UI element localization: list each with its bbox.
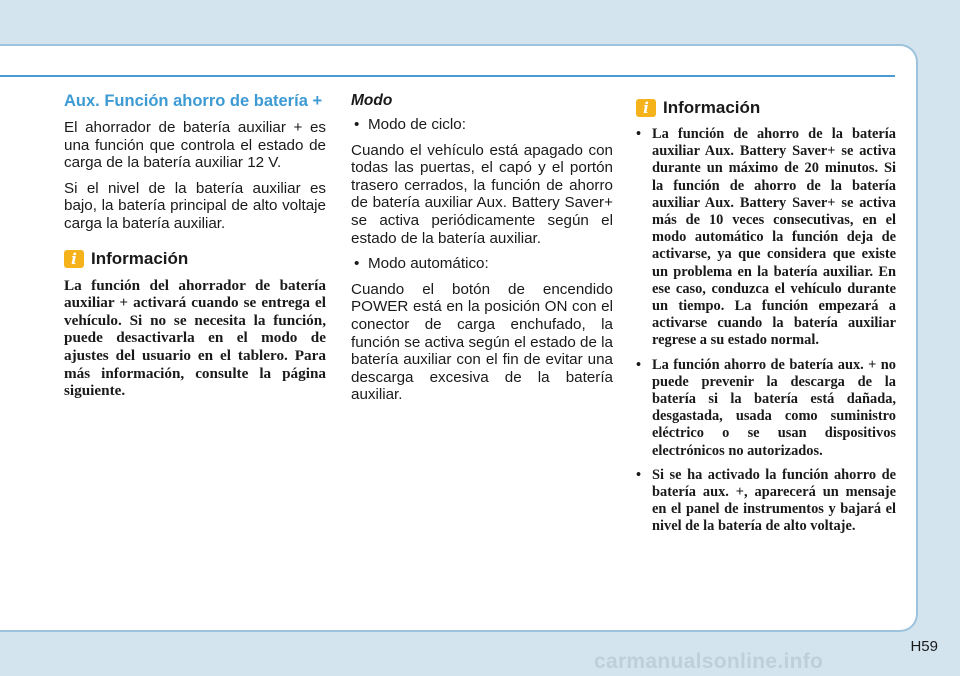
- info-header: [64, 249, 326, 269]
- info-list: [636, 126, 896, 536]
- column-middle: [351, 92, 613, 412]
- watermark: carmanualsonline.info: [594, 650, 824, 673]
- info-title: Información: [91, 248, 189, 268]
- bullet-icon: •: [636, 356, 642, 373]
- list-item: [351, 255, 613, 273]
- list-item: [636, 357, 896, 460]
- info-icon: i: [636, 99, 656, 117]
- bullet-label: Modo automático:: [368, 255, 489, 273]
- bullet-icon: •: [354, 255, 360, 273]
- list-item: [636, 126, 896, 350]
- paragraph: Cuando el vehículo está apagado con todas las puertas, el capó y el portón trasero cerrados, la función de ahorro de batería auxiliar Aux. Battery Saver+ se activa periódicamente según el estado de la batería auxiliar.: [351, 141, 613, 247]
- paragraph: Si el nivel de la batería auxiliar es bajo, la batería principal de alto voltaje carga la batería auxiliar.: [64, 179, 326, 232]
- list-item-text: La función ahorro de batería aux. + no puede prevenir la descarga de la batería si la batería está dañada, desgastada, usada como suministro eléctrico o se usan dispositivos electrónicos no autorizados.: [652, 356, 896, 459]
- info-header: [636, 98, 896, 118]
- info-title: Información: [663, 98, 761, 117]
- bullet-label: Modo de ciclo:: [368, 116, 466, 133]
- page-number: H59: [910, 638, 938, 655]
- column-right: [636, 92, 896, 543]
- list-item: [636, 467, 896, 536]
- bullet-icon: •: [636, 126, 642, 142]
- column-left: [64, 92, 326, 400]
- mode-title: Modo: [351, 92, 393, 109]
- paragraph: Cuando el botón de encendido POWER está en la posición ON con el conector de carga enchufado, la función se activa según el estado de la batería auxiliar con el fin de evitar una descarga excesiva de la batería auxiliar.: [351, 280, 613, 404]
- paragraph: El ahorrador de batería auxiliar + es una función que controla el estado de carga de la batería auxiliar 12 V.: [64, 119, 326, 172]
- bullet-icon: •: [354, 116, 360, 133]
- info-icon: i: [64, 250, 84, 268]
- bullet-icon: •: [636, 466, 642, 483]
- info-note: [64, 277, 326, 400]
- header-rule: [0, 75, 895, 77]
- info-text: La función del ahorrador de batería auxiliar + activará cuando se entrega el vehículo. Si no se necesita la función, puede desactivarla en el modo de ajustes del usuario en el tablero. Para más información, consulte la página siguiente.: [64, 276, 326, 400]
- list-item: [351, 116, 613, 134]
- list-item-text: Si se ha activado la función ahorro de batería aux. +, aparecerá un mensaje en el panel de instrumentos y bajará el nivel de la batería de alto voltaje.: [652, 466, 896, 535]
- list-item-text: La función de ahorro de la batería auxiliar Aux. Battery Saver+ se activa durante un máximo de 20 minutos. Si la función de ahorro de la batería auxiliar Aux. Battery Saver+ se activa más de 10 veces consecutivas, en el modo automático la función deja de activarse, ya que considera que existe un problema en la batería auxiliar. En ese caso, conduzca el vehículo durante un tiempo. La función empezará a activarse cuando la batería auxiliar regrese a su estado normal.: [652, 126, 896, 349]
- section-heading: Aux. Función ahorro de batería +: [64, 92, 323, 110]
